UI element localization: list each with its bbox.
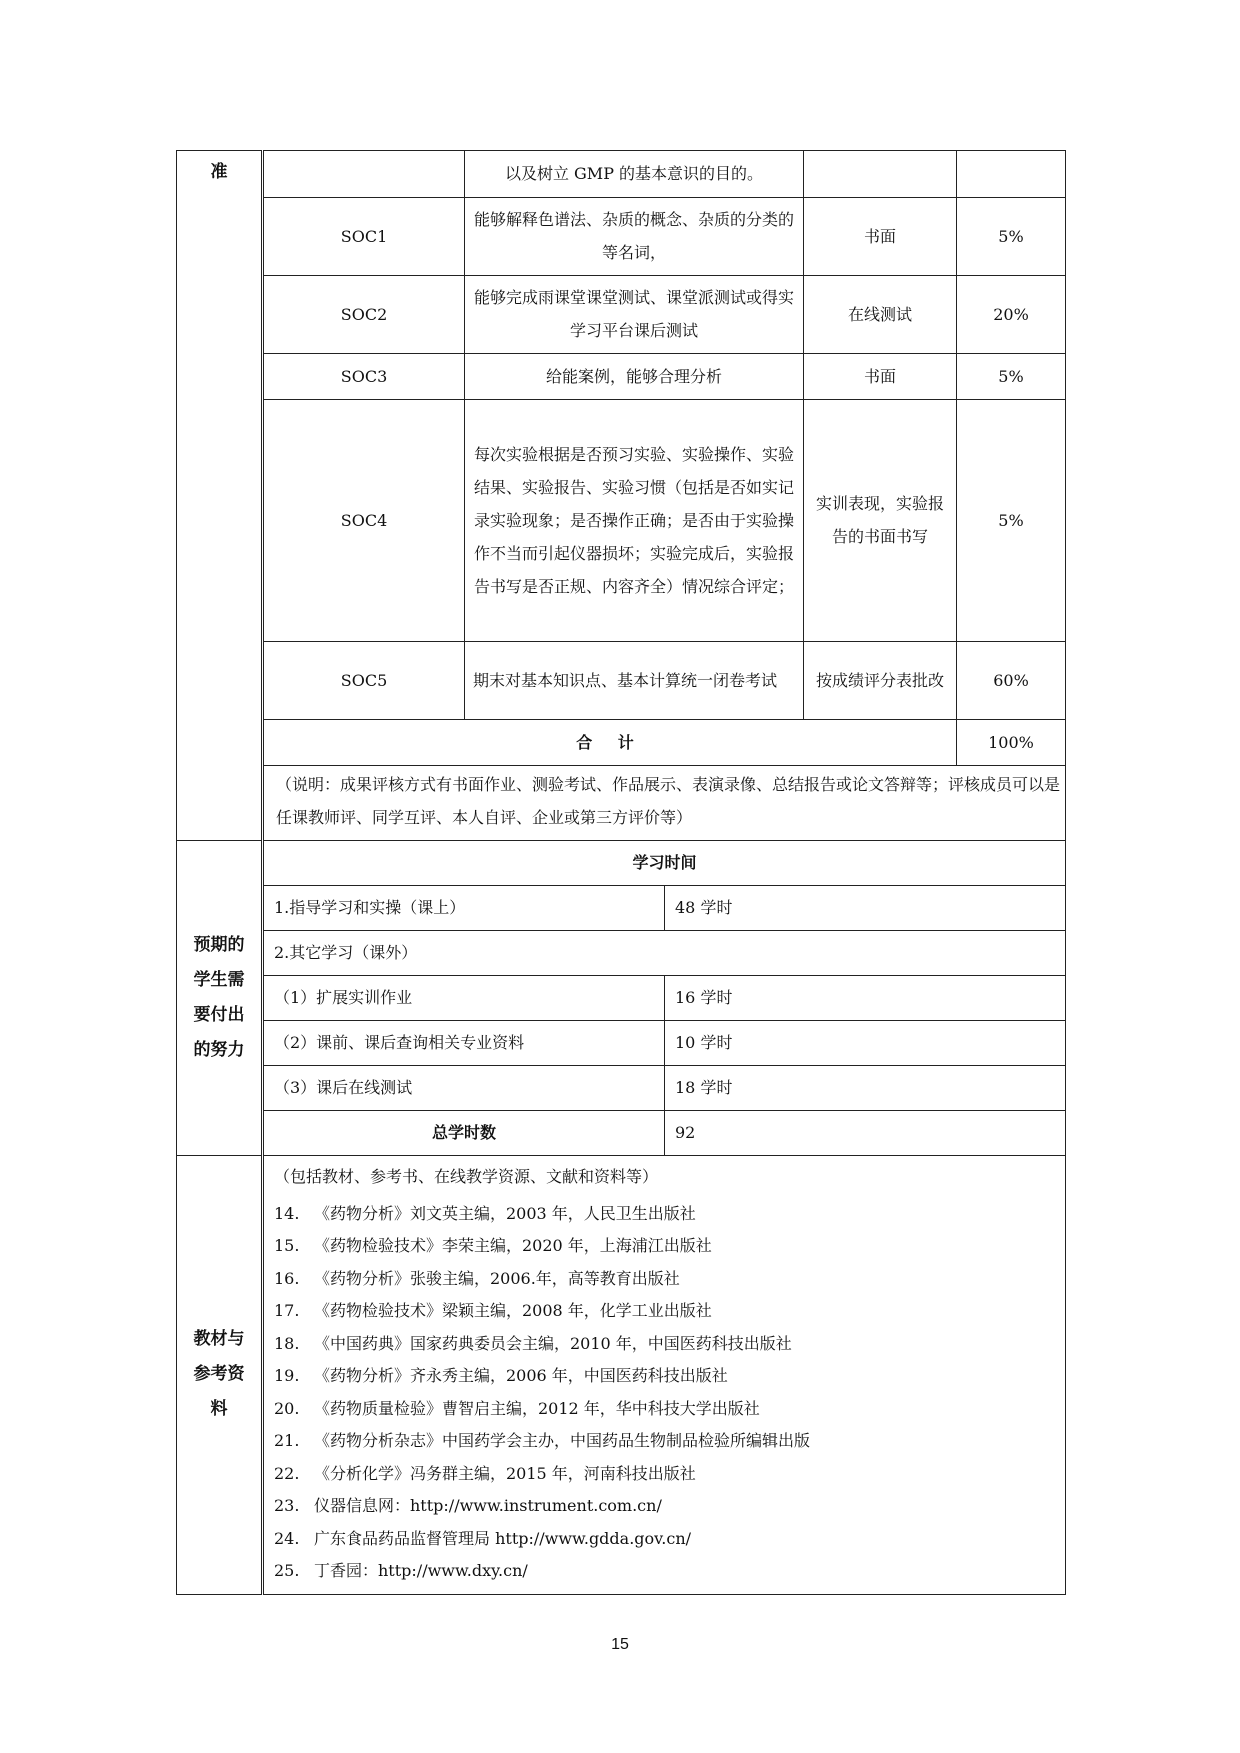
- soc-id: SOC4: [264, 399, 465, 641]
- course-table: [176, 150, 1066, 1595]
- assessment-note: （说明：成果评核方式有书面作业、测验考试、作品展示、表演录像、总结报告或论文答辩等；评核成员可以是任课教师评、同学互评、本人自评、企业或第三方评价等）: [264, 765, 1065, 840]
- table-row: [264, 1065, 1065, 1110]
- table-row: [264, 885, 1065, 930]
- note-row: [264, 765, 1065, 840]
- soc-description: 每次实验根据是否预习实验、实验操作、实验结果、实验报告、实验习惯（包括是否如实记录实验现象；是否操作正确；是否由于实验操作不当而引起仪器损坏；实验完成后，实验报告书写是否正规、内容齐全）情况综合评定；: [465, 399, 804, 641]
- table-row: [264, 353, 1065, 399]
- soc-method: [804, 151, 957, 197]
- effort-hours: 16 学时: [665, 975, 1066, 1020]
- list-item: 14. 《药物分析》刘文英主编，2003 年，人民卫生出版社: [274, 1203, 696, 1223]
- effort-item: （1）扩展实训作业: [264, 975, 665, 1020]
- reference-list: [274, 1198, 1057, 1588]
- soc-weight: 60%: [957, 641, 1066, 719]
- page-number: 15: [611, 1636, 629, 1653]
- list-item: 20. 《药物质量检验》曹智启主编，2012 年，华中科技大学出版社: [274, 1398, 760, 1418]
- table-row: [264, 399, 1065, 641]
- effort-item: （3）课后在线测试: [264, 1065, 665, 1110]
- soc-method: 按成绩评分表批改: [804, 641, 957, 719]
- table-row: [264, 975, 1065, 1020]
- assessment-section: [177, 151, 1066, 841]
- table-row: [264, 930, 1065, 975]
- list-item: 17. 《药物检验技术》梁颖主编，2008 年，化学工业出版社: [274, 1301, 712, 1320]
- effort-label: 预期的学生需要付出的努力: [177, 840, 263, 1155]
- total-value: 100%: [957, 719, 1066, 765]
- soc-description: 能够完成雨课堂课堂测试、课堂派测试或得实学习平台课后测试: [465, 275, 804, 353]
- effort-hours: 48 学时: [665, 885, 1066, 930]
- effort-table: [264, 841, 1065, 1155]
- materials-label: 教材与参考资料: [177, 1155, 263, 1594]
- effort-section: [177, 840, 1066, 1155]
- materials-content: [263, 1155, 1066, 1594]
- assessment-table: [264, 151, 1065, 840]
- soc-weight: [957, 151, 1066, 197]
- soc-method: 书面: [804, 197, 957, 275]
- list-item: 23. 仪器信息网：http://www.instrument.com.cn/: [274, 1496, 662, 1515]
- soc-id: SOC3: [264, 353, 465, 399]
- soc-id: SOC5: [264, 641, 465, 719]
- soc-weight: 5%: [957, 197, 1066, 275]
- total-row: [264, 719, 1065, 765]
- table-row: [264, 197, 1065, 275]
- soc-method: 实训表现，实验报告的书面书写: [804, 399, 957, 641]
- effort-hours: 10 学时: [665, 1020, 1066, 1065]
- total-hours-value: 92: [665, 1110, 1066, 1155]
- soc-method: 在线测试: [804, 275, 957, 353]
- list-item: 22. 《分析化学》冯务群主编，2015 年，河南科技出版社: [274, 1463, 696, 1483]
- effort-header: 学习时间: [264, 841, 1065, 886]
- table-row: [264, 641, 1065, 719]
- effort-item: 1.指导学习和实操（课上）: [264, 885, 665, 930]
- materials-intro: （包括教材、参考书、在线教学资源、文献和资料等）: [274, 1166, 659, 1186]
- list-item: 16. 《药物分析》张骏主编，2006.年，高等教育出版社: [274, 1268, 680, 1288]
- soc-description: 给能案例，能够合理分析: [465, 353, 804, 399]
- soc-description: 以及树立 GMP 的基本意识的目的。: [465, 151, 804, 197]
- table-row: [264, 1020, 1065, 1065]
- effort-item: （2）课前、课后查询相关专业资料: [264, 1020, 665, 1065]
- list-item: 15. 《药物检验技术》李荣主编，2020 年，上海浦江出版社: [274, 1236, 712, 1255]
- soc-description: 期末对基本知识点、基本计算统一闭卷考试: [465, 641, 804, 719]
- list-item: 18. 《中国药典》国家药典委员会主编，2010 年，中国医药科技出版社: [274, 1333, 792, 1353]
- materials-section: [177, 1155, 1066, 1594]
- list-item: 21. 《药物分析杂志》中国药学会主办，中国药品生物制品检验所编辑出版: [274, 1431, 811, 1450]
- soc-id: [264, 151, 465, 197]
- total-row: [264, 1110, 1065, 1155]
- total-hours-label: 总学时数: [264, 1110, 665, 1155]
- soc-weight: 5%: [957, 353, 1066, 399]
- list-item: 24. 广东食品药品监督管理局 http://www.gdda.gov.cn/: [274, 1528, 692, 1548]
- soc-method: 书面: [804, 353, 957, 399]
- assessment-label: 准: [177, 151, 263, 841]
- soc-id: SOC2: [264, 275, 465, 353]
- effort-hours: 18 学时: [665, 1065, 1066, 1110]
- soc-description: 能够解释色谱法、杂质的概念、杂质的分类的等名词，: [465, 197, 804, 275]
- table-row: [264, 275, 1065, 353]
- list-item: 19. 《药物分析》齐永秀主编，2006 年，中国医药科技出版社: [274, 1366, 728, 1385]
- table-row: [264, 151, 1065, 197]
- effort-item: 2.其它学习（课外）: [264, 930, 1065, 975]
- total-label: 合 计: [264, 719, 957, 765]
- table-header: [264, 841, 1065, 886]
- list-item: 25. 丁香园：http://www.dxy.cn/: [274, 1561, 528, 1580]
- soc-weight: 20%: [957, 275, 1066, 353]
- soc-id: SOC1: [264, 197, 465, 275]
- soc-weight: 5%: [957, 399, 1066, 641]
